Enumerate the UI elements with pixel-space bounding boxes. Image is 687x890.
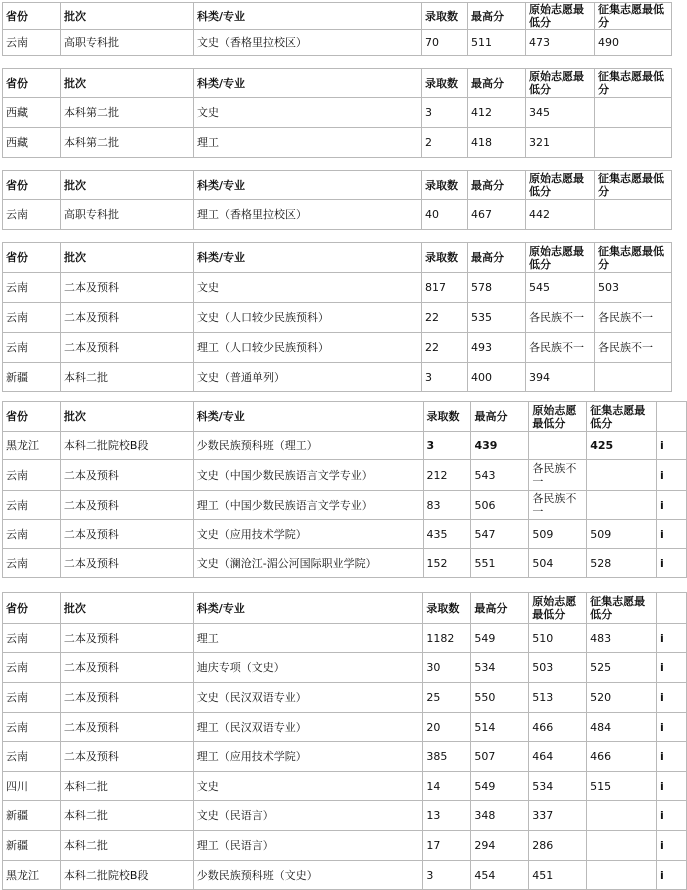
table-cell: 文史（香格里拉校区） (194, 30, 422, 56)
table-cell: 418 (468, 128, 526, 158)
header-cell: 最高分 (471, 402, 529, 432)
table-row (3, 30, 672, 56)
header-cell: 征集志愿最低分 (587, 402, 657, 432)
table-cell: 425 (587, 432, 657, 460)
table-cell: 文史（人口较少民族预科） (194, 303, 422, 333)
header-cell: 省份 (3, 243, 61, 273)
table-row (3, 333, 672, 363)
table-row (3, 98, 672, 128)
table-cell: 迪庆专项（文史） (193, 653, 423, 683)
table-cell: 西藏 (3, 98, 61, 128)
table-cell: 534 (529, 772, 587, 801)
table-cell: 504 (529, 549, 587, 578)
table-row (3, 713, 687, 742)
table-cell: 文史 (194, 273, 422, 303)
table-cell: 286 (529, 831, 587, 861)
table-row (3, 683, 687, 713)
table-cell: 二本及预科 (61, 273, 194, 303)
table-row (3, 831, 687, 861)
table-cell: 294 (471, 831, 529, 861)
table-cell: 534 (471, 653, 529, 683)
table-cell: 3 (422, 98, 468, 128)
header-cell: 原始志愿最低分 (529, 402, 587, 432)
header-cell: 录取数 (422, 3, 468, 30)
extra-column-cell: i (657, 653, 687, 683)
table-cell: 40 (422, 200, 468, 230)
table-cell: 本科二批 (60, 772, 193, 801)
extra-column-cell: i (657, 432, 687, 460)
table-cell: 理工（民语言） (193, 831, 423, 861)
table-cell: 二本及预科 (60, 713, 193, 742)
table-cell: 549 (471, 624, 529, 653)
table-cell: 70 (422, 30, 468, 56)
table-cell: 各民族不一 (526, 333, 595, 363)
table-cell (587, 801, 657, 831)
table-cell: 各民族不一 (526, 303, 595, 333)
header-cell: 科类/专业 (194, 243, 422, 273)
header-cell: 最高分 (468, 69, 526, 98)
table-cell: 二本及预科 (60, 549, 193, 578)
table-cell: 3 (423, 432, 471, 460)
table-cell: 20 (423, 713, 471, 742)
table-cell: 黑龙江 (3, 861, 61, 890)
table-cell: 509 (587, 520, 657, 549)
table-cell: 理工 (193, 624, 423, 653)
table-cell: 509 (529, 520, 587, 549)
header-cell: 批次 (61, 171, 194, 200)
table-cell: 文史（中国少数民族语言文学专业） (193, 460, 423, 491)
extra-column-cell: i (657, 683, 687, 713)
table-cell (595, 363, 672, 392)
extra-column-cell: i (657, 460, 687, 491)
header-cell: 省份 (3, 3, 61, 30)
header-cell: 批次 (61, 243, 194, 273)
admission-table (2, 68, 672, 158)
table-cell: 547 (471, 520, 529, 549)
table-cell: 400 (468, 363, 526, 392)
header-cell: 录取数 (423, 402, 471, 432)
table-cell: 22 (422, 333, 468, 363)
header-cell: 科类/专业 (193, 593, 423, 624)
table-cell: 云南 (3, 520, 61, 549)
table-cell: 文史（民语言） (193, 801, 423, 831)
table-cell: 484 (587, 713, 657, 742)
table-cell: 506 (471, 491, 529, 520)
table-cell: 543 (471, 460, 529, 491)
table-cell (587, 861, 657, 890)
table-cell: 云南 (3, 273, 61, 303)
table-cell (595, 128, 672, 158)
table-cell: 二本及预科 (60, 624, 193, 653)
table-cell (529, 432, 587, 460)
table-cell: 483 (587, 624, 657, 653)
header-cell: 原始志愿最低分 (526, 3, 595, 30)
table-cell (595, 98, 672, 128)
extra-column-cell: i (657, 624, 687, 653)
table-cell: 理工（香格里拉校区） (194, 200, 422, 230)
table-cell: 503 (595, 273, 672, 303)
table-cell: 348 (471, 801, 529, 831)
table-cell: 17 (423, 831, 471, 861)
table-cell: 四川 (3, 772, 61, 801)
table-cell: 464 (529, 742, 587, 772)
table-row (3, 128, 672, 158)
extra-column-cell: i (657, 772, 687, 801)
table-cell: 云南 (3, 653, 61, 683)
table-row (3, 772, 687, 801)
table-cell: 442 (526, 200, 595, 230)
header-cell: 最高分 (468, 243, 526, 273)
table-cell: 云南 (3, 491, 61, 520)
admission-table (2, 592, 687, 890)
table-cell: 各民族不一 (595, 303, 672, 333)
table-header-row (3, 171, 672, 200)
extra-column-cell: i (657, 831, 687, 861)
table-row (3, 742, 687, 772)
table-cell: 本科第二批 (61, 98, 194, 128)
table-cell: 云南 (3, 624, 61, 653)
table-row (3, 303, 672, 333)
table-cell: 525 (587, 653, 657, 683)
header-cell: 最高分 (468, 171, 526, 200)
table-cell: 14 (423, 772, 471, 801)
table-cell: 云南 (3, 683, 61, 713)
table-cell: 528 (587, 549, 657, 578)
table-cell: 2 (422, 128, 468, 158)
table-cell: 466 (587, 742, 657, 772)
header-cell: 科类/专业 (194, 171, 422, 200)
table-cell: 二本及预科 (60, 653, 193, 683)
table-cell: 394 (526, 363, 595, 392)
table-cell: 云南 (3, 30, 61, 56)
header-cell: 录取数 (423, 593, 471, 624)
header-cell: 科类/专业 (194, 3, 422, 30)
table-cell: 二本及预科 (60, 460, 193, 491)
table-cell: 511 (468, 30, 526, 56)
header-cell: 批次 (61, 69, 194, 98)
table-cell: 云南 (3, 303, 61, 333)
table-cell: 高职专科批 (61, 30, 194, 56)
table-cell: 文史（应用技术学院） (193, 520, 423, 549)
table-cell: 本科第二批 (61, 128, 194, 158)
header-cell: 最高分 (468, 3, 526, 30)
table-cell: 510 (529, 624, 587, 653)
header-cell: 原始志愿最低分 (526, 243, 595, 273)
table-row (3, 861, 687, 890)
header-cell: 录取数 (422, 243, 468, 273)
table-cell: 545 (526, 273, 595, 303)
table-header-row (3, 593, 687, 624)
admission-table (2, 170, 672, 230)
extra-column-cell: i (657, 491, 687, 520)
table-cell: 云南 (3, 333, 61, 363)
table-cell: 二本及预科 (60, 683, 193, 713)
table-cell: 文史 (193, 772, 423, 801)
table-cell: 3 (423, 861, 471, 890)
table-cell: 451 (529, 861, 587, 890)
table-row (3, 200, 672, 230)
header-cell: 省份 (3, 69, 61, 98)
table-cell: 3 (422, 363, 468, 392)
header-cell: 征集志愿最低分 (595, 3, 672, 30)
table-cell: 466 (529, 713, 587, 742)
header-cell: 征集志愿最低分 (587, 593, 657, 624)
table-row (3, 363, 672, 392)
table-row (3, 460, 687, 491)
table-cell: 25 (423, 683, 471, 713)
table-cell: 454 (471, 861, 529, 890)
table-cell: 152 (423, 549, 471, 578)
extra-column-cell (657, 593, 687, 624)
table-cell: 551 (471, 549, 529, 578)
table-row (3, 491, 687, 520)
table-cell: 503 (529, 653, 587, 683)
extra-column-cell (657, 402, 687, 432)
table-header-row (3, 402, 687, 432)
table-cell: 少数民族预科班（文史） (193, 861, 423, 890)
header-cell: 省份 (3, 593, 61, 624)
table-row (3, 273, 672, 303)
table-cell: 云南 (3, 549, 61, 578)
table-cell: 13 (423, 801, 471, 831)
table-cell: 473 (526, 30, 595, 56)
header-cell: 征集志愿最低分 (595, 171, 672, 200)
table-cell: 412 (468, 98, 526, 128)
header-cell: 原始志愿最低分 (526, 69, 595, 98)
extra-column-cell: i (657, 713, 687, 742)
header-cell: 批次 (60, 402, 193, 432)
table-cell: 本科二批 (60, 801, 193, 831)
table-cell: 490 (595, 30, 672, 56)
table-cell: 云南 (3, 200, 61, 230)
table-cell: 新疆 (3, 831, 61, 861)
extra-column-cell: i (657, 742, 687, 772)
table-cell: 1182 (423, 624, 471, 653)
header-cell: 原始志愿最低分 (529, 593, 587, 624)
table-cell: 83 (423, 491, 471, 520)
table-row (3, 624, 687, 653)
table-header-row (3, 69, 672, 98)
table-cell: 新疆 (3, 363, 61, 392)
table-cell: 513 (529, 683, 587, 713)
table-row (3, 432, 687, 460)
table-cell: 二本及预科 (61, 333, 194, 363)
table-cell: 337 (529, 801, 587, 831)
table-cell: 理工（民汉双语专业） (193, 713, 423, 742)
table-cell: 514 (471, 713, 529, 742)
table-cell: 本科二批院校B段 (60, 432, 193, 460)
table-cell: 578 (468, 273, 526, 303)
table-cell: 黑龙江 (3, 432, 61, 460)
table-cell: 文史 (194, 98, 422, 128)
extra-column-cell: i (657, 801, 687, 831)
table-cell: 二本及预科 (60, 742, 193, 772)
table-cell: 520 (587, 683, 657, 713)
table-header-row (3, 3, 672, 30)
table-cell: 各民族不一 (595, 333, 672, 363)
table-cell: 212 (423, 460, 471, 491)
table-cell: 30 (423, 653, 471, 683)
table-cell: 515 (587, 772, 657, 801)
table-cell: 435 (423, 520, 471, 549)
table-cell: 二本及预科 (60, 520, 193, 549)
table-cell: 理工 (194, 128, 422, 158)
table-cell: 439 (471, 432, 529, 460)
table-cell: 535 (468, 303, 526, 333)
table-cell (587, 831, 657, 861)
table-cell: 二本及预科 (60, 491, 193, 520)
table-cell: 文史（普通单列） (194, 363, 422, 392)
table-row (3, 801, 687, 831)
table-cell: 467 (468, 200, 526, 230)
header-cell: 科类/专业 (194, 69, 422, 98)
table-cell: 550 (471, 683, 529, 713)
table-cell: 本科二批 (60, 831, 193, 861)
table-cell: 云南 (3, 742, 61, 772)
header-cell: 批次 (60, 593, 193, 624)
admission-table (2, 242, 672, 392)
table-cell: 321 (526, 128, 595, 158)
header-cell: 征集志愿最低分 (595, 243, 672, 273)
table-cell: 文史（民汉双语专业） (193, 683, 423, 713)
header-cell: 省份 (3, 402, 61, 432)
header-cell: 录取数 (422, 69, 468, 98)
table-header-row (3, 243, 672, 273)
table-cell: 22 (422, 303, 468, 333)
table-cell: 507 (471, 742, 529, 772)
table-cell: 新疆 (3, 801, 61, 831)
table-cell: 各民族不一 (529, 460, 587, 491)
header-cell: 原始志愿最低分 (526, 171, 595, 200)
table-cell: 本科二批 (61, 363, 194, 392)
extra-column-cell: i (657, 549, 687, 578)
table-cell: 385 (423, 742, 471, 772)
admission-table (2, 401, 687, 578)
header-cell: 批次 (61, 3, 194, 30)
table-row (3, 653, 687, 683)
table-cell: 云南 (3, 713, 61, 742)
extra-column-cell: i (657, 520, 687, 549)
table-cell: 文史（澜沧江-湄公河国际职业学院） (193, 549, 423, 578)
header-cell: 最高分 (471, 593, 529, 624)
table-cell: 云南 (3, 460, 61, 491)
table-cell: 理工（应用技术学院） (193, 742, 423, 772)
table-cell: 理工（中国少数民族语言文学专业） (193, 491, 423, 520)
header-cell: 省份 (3, 171, 61, 200)
table-row (3, 549, 687, 578)
table-cell: 817 (422, 273, 468, 303)
table-cell: 理工（人口较少民族预科） (194, 333, 422, 363)
table-cell: 各民族不一 (529, 491, 587, 520)
table-cell: 本科二批院校B段 (60, 861, 193, 890)
table-cell: 二本及预科 (61, 303, 194, 333)
header-cell: 科类/专业 (193, 402, 423, 432)
header-cell: 征集志愿最低分 (595, 69, 672, 98)
table-cell: 西藏 (3, 128, 61, 158)
table-cell: 少数民族预科班（理工） (193, 432, 423, 460)
table-cell: 493 (468, 333, 526, 363)
header-cell: 录取数 (422, 171, 468, 200)
extra-column-cell: i (657, 861, 687, 890)
table-cell (587, 491, 657, 520)
table-cell (587, 460, 657, 491)
table-cell (595, 200, 672, 230)
table-row (3, 520, 687, 549)
table-cell: 345 (526, 98, 595, 128)
admission-table (2, 2, 672, 56)
table-cell: 高职专科批 (61, 200, 194, 230)
table-cell: 549 (471, 772, 529, 801)
